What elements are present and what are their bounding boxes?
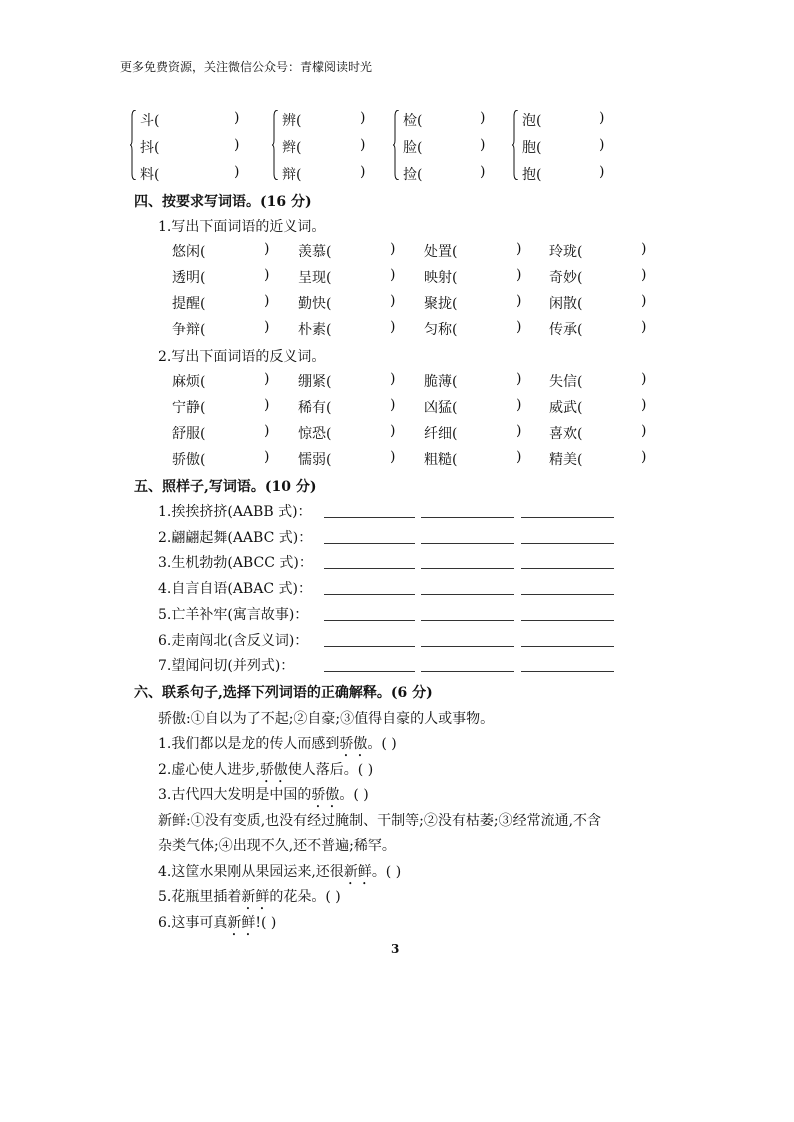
word-cell: 处置( ) xyxy=(424,241,522,260)
char-group-2: 辨( ) 辫( ) 辩( ) xyxy=(272,108,390,184)
group-char: 捡( xyxy=(403,167,423,183)
answer-line[interactable] xyxy=(324,594,415,595)
group-char: 辫( xyxy=(282,140,302,156)
page-number: 3 xyxy=(391,942,400,956)
section-5-item: 6.走南闯北(含反义词)： xyxy=(158,632,309,649)
word-cell: 粗糙( ) xyxy=(424,449,522,468)
char-group-4: 泡( ) 胞( ) 抱( ) xyxy=(512,108,630,184)
answer-line[interactable] xyxy=(324,620,415,621)
word-cell: 闲散( ) xyxy=(549,293,647,312)
section-5-item: 3.生机勃勃(ABCC 式)： xyxy=(158,555,313,572)
word-cell: 呈现( ) xyxy=(298,267,396,286)
answer-line[interactable] xyxy=(324,671,415,672)
sentence-1: 1.我们都以是龙的传人而感到骄傲。( ) xyxy=(158,736,397,752)
answer-line[interactable] xyxy=(521,568,614,569)
word-cell: 稀有( ) xyxy=(298,397,396,416)
section-5-item: 7.望闻问切(并列式)： xyxy=(158,658,295,675)
section-4-title: 四、按要求写词语。(16 分) xyxy=(134,194,312,210)
group-char: 辩( xyxy=(282,167,302,183)
answer-line[interactable] xyxy=(324,543,415,544)
answer-line[interactable] xyxy=(521,517,614,518)
answer-line[interactable] xyxy=(324,646,415,647)
answer-line[interactable] xyxy=(324,568,415,569)
group-char: 泡( xyxy=(522,113,542,129)
word-cell: 脆薄( ) xyxy=(424,371,522,390)
section-6-title: 六、联系句子,选择下列词语的正确解释。(6 分) xyxy=(134,685,433,701)
answer-line[interactable] xyxy=(421,620,514,621)
sentence-2: 2.虚心使人进步,骄傲使人落后。( ) xyxy=(158,762,374,778)
answer-line[interactable] xyxy=(521,620,614,621)
group-char: 抱( xyxy=(522,167,542,183)
sentence-3: 3.古代四大发明是中国的骄傲。( ) xyxy=(158,787,369,803)
answer-line[interactable] xyxy=(421,594,514,595)
section-5-item: 4.自言自语(ABAC 式)： xyxy=(158,581,312,598)
answer-line[interactable] xyxy=(521,646,614,647)
section-5-title: 五、照样子,写词语。(10 分) xyxy=(134,479,317,495)
section-5-item: 5.亡羊补牢(寓言故事)： xyxy=(158,606,309,623)
answer-line[interactable] xyxy=(421,646,514,647)
group-char: 料( xyxy=(140,167,160,183)
word-cell: 匀称( ) xyxy=(424,319,522,338)
word-cell: 精美( ) xyxy=(549,449,647,468)
word-cell: 凶猛( ) xyxy=(424,397,522,416)
brace-icon xyxy=(512,110,518,180)
word-cell: 喜欢( ) xyxy=(549,423,647,442)
word-cell: 悠闲( ) xyxy=(172,241,270,260)
word-cell: 宁静( ) xyxy=(172,397,270,416)
word-cell: 威武( ) xyxy=(549,397,647,416)
sentence-6: 6.这事可真新鲜!( ) xyxy=(158,915,277,931)
answer-line[interactable] xyxy=(324,517,415,518)
answer-line[interactable] xyxy=(421,568,514,569)
top-note: 更多免费资源，关注微信公众号：青檬阅读时光 xyxy=(120,60,373,74)
definition-xinxian-line1: 新鲜:①没有变质,也没有经过腌制、干制等;②没有枯萎;③经常流通,不含 xyxy=(158,813,602,829)
word-cell: 勤快( ) xyxy=(298,293,396,312)
section-5-item: 2.翩翩起舞(AABC 式)： xyxy=(158,529,313,546)
word-cell: 失信( ) xyxy=(549,371,647,390)
brace-icon xyxy=(393,110,399,180)
brace-icon xyxy=(130,110,136,180)
word-cell: 玲珑( ) xyxy=(549,241,647,260)
word-cell: 纤细( ) xyxy=(424,423,522,442)
word-cell: 羡慕( ) xyxy=(298,241,396,260)
group-char: 斗( xyxy=(140,113,160,129)
word-cell: 奇妙( ) xyxy=(549,267,647,286)
word-cell: 提醒( ) xyxy=(172,293,270,312)
section-4-q1: 1.写出下面词语的近义词。 xyxy=(158,219,326,235)
word-cell: 朴素( ) xyxy=(298,319,396,338)
sentence-4: 4.这筐水果刚从果园运来,还很新鲜。( ) xyxy=(158,864,402,880)
section-4-q2: 2.写出下面词语的反义词。 xyxy=(158,349,326,365)
group-char: 辨( xyxy=(282,113,302,129)
definition-jiaoao: 骄傲:①自以为了不起;②自豪;③值得自豪的人或事物。 xyxy=(158,711,495,727)
answer-line[interactable] xyxy=(421,671,514,672)
char-group-3: 检( ) 脸( ) 捡( ) xyxy=(393,108,511,184)
answer-line[interactable] xyxy=(421,517,514,518)
word-cell: 舒服( ) xyxy=(172,423,270,442)
word-cell: 争辩( ) xyxy=(172,319,270,338)
word-cell: 绷紧( ) xyxy=(298,371,396,390)
answer-line[interactable] xyxy=(421,543,514,544)
word-cell: 懦弱( ) xyxy=(298,449,396,468)
word-cell: 聚拢( ) xyxy=(424,293,522,312)
answer-line[interactable] xyxy=(521,671,614,672)
word-cell: 透明( ) xyxy=(172,267,270,286)
word-cell: 映射( ) xyxy=(424,267,522,286)
answer-line[interactable] xyxy=(521,543,614,544)
brace-icon xyxy=(272,110,278,180)
section-5-item: 1.挨挨挤挤(AABB 式)： xyxy=(158,504,312,520)
word-cell: 惊恐( ) xyxy=(298,423,396,442)
group-char: 胞( xyxy=(522,140,542,156)
definition-xinxian-line2: 杂类气体;④出现不久,还不普遍;稀罕。 xyxy=(158,838,396,854)
sentence-5: 5.花瓶里插着新鲜的花朵。( ) xyxy=(158,889,341,905)
group-char: 检( xyxy=(403,113,423,129)
group-char: 抖( xyxy=(140,140,160,156)
group-char: 脸( xyxy=(403,140,423,156)
word-cell: 麻烦( ) xyxy=(172,371,270,390)
answer-line[interactable] xyxy=(521,594,614,595)
word-cell: 传承( ) xyxy=(549,319,647,338)
char-group-1: 斗( ) 抖( ) 料( ) xyxy=(130,108,248,184)
word-cell: 骄傲( ) xyxy=(172,449,270,468)
